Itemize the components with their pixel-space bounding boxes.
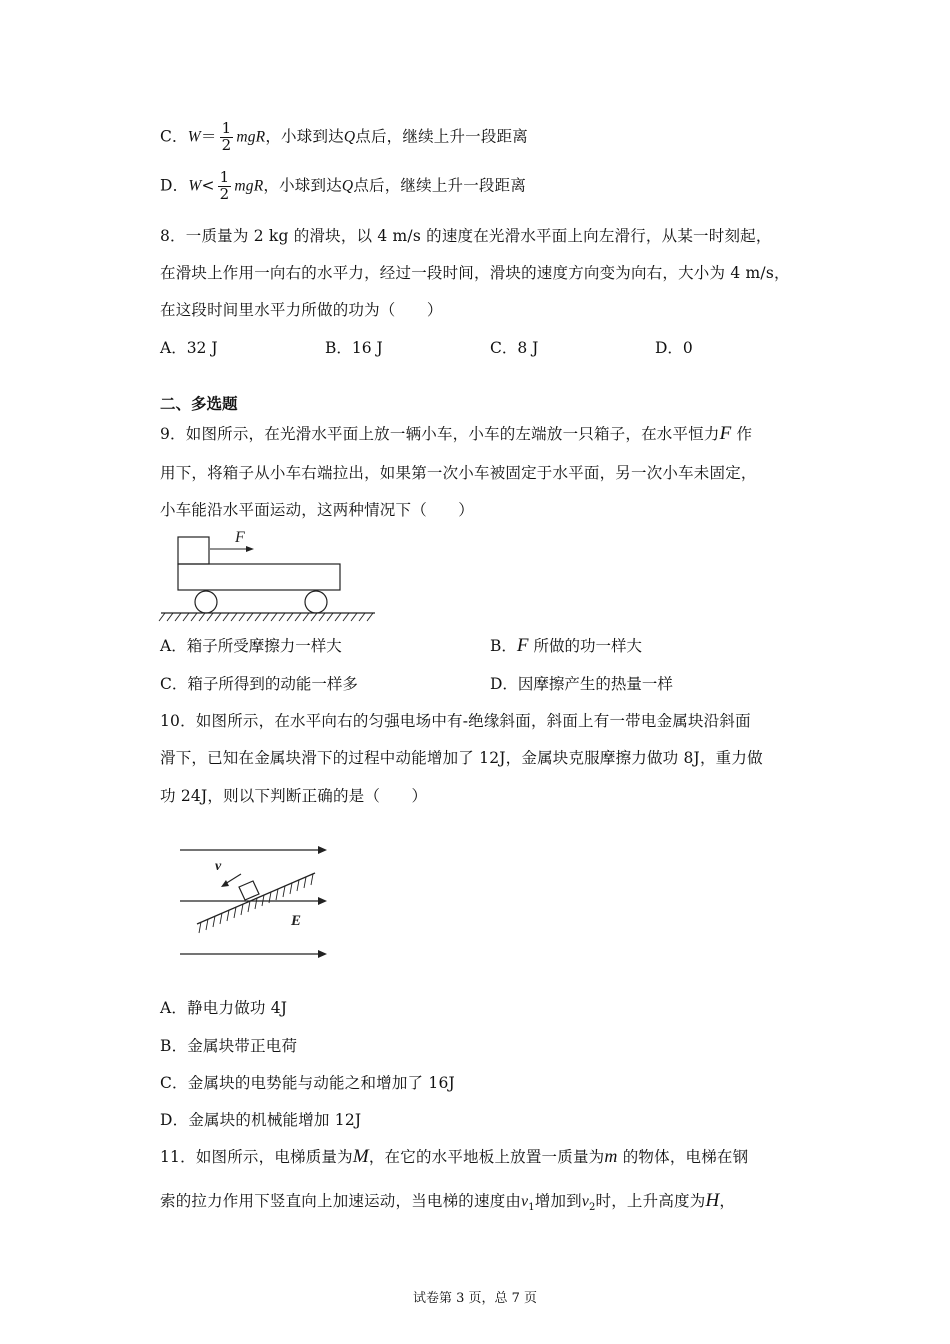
box: [178, 537, 209, 564]
q8-option-c: C．8 J: [490, 339, 539, 357]
q9-line-3: 小车能沿水平面运动，这两种情况下（ ）: [160, 501, 475, 519]
q11-text: 的物体，电梯在钢: [622, 1148, 749, 1166]
denominator: 2: [219, 184, 230, 203]
expression: mgR: [234, 177, 264, 195]
var-w: W: [187, 128, 201, 146]
ground-hatching: [159, 613, 373, 621]
q7-option-c: [160, 121, 528, 154]
field-label: E: [291, 913, 302, 929]
q8-line-2: 在滑块上作用一向右的水平力，经过一段时间，滑块的速度方向变为向右，大小为 4 m/s，: [160, 264, 790, 282]
operator: ＝: [200, 127, 217, 146]
q9-text-tail: 作: [736, 425, 753, 443]
q11-text: 时，上升高度为: [595, 1192, 706, 1210]
q9-option-d: D．因摩擦产生的热量一样: [490, 675, 673, 693]
point-q: Q: [343, 128, 356, 146]
wheel-left: [195, 591, 217, 613]
q9-option-c: C．箱子所得到的动能一样多: [160, 675, 358, 693]
incline-field-diagram: [175, 838, 335, 963]
metal-block: [239, 881, 259, 900]
q10-line-3: 功 24J，则以下判断正确的是（ ）: [160, 787, 428, 805]
page-footer: 试卷第 3 页，总 7 页: [412, 1291, 538, 1306]
fraction: [220, 121, 234, 154]
q11-text: 索的拉力作用下竖直向上加速运动，当电梯的速度由: [160, 1192, 522, 1210]
q10-option-c: C．金属块的电势能与动能之和增加了 16J: [160, 1074, 455, 1092]
q11-text: 11．如图所示，电梯质量为: [160, 1148, 353, 1166]
subscript: 1: [528, 1202, 535, 1214]
section-heading: 二、多选题: [160, 395, 238, 413]
operator: <: [201, 176, 215, 195]
q8-option-a: A．32 J: [160, 339, 218, 357]
option-label: B．: [490, 637, 517, 655]
q10-line-2: 滑下，已知在金属块滑下的过程中动能增加了 12J，金属块克服摩擦力做功 8J，重力做: [160, 749, 763, 767]
q8-option-d: D．0: [655, 339, 693, 357]
field-arrowheads: [318, 846, 327, 958]
q8-line-3: 在这段时间里水平力所做的功为（ ）: [160, 301, 443, 319]
q11-line-1: [160, 1145, 748, 1168]
q10-option-d: D．金属块的机械能增加 12J: [160, 1111, 362, 1129]
denominator: 2: [221, 135, 232, 154]
q10-option-a: A．静电力做功 4J: [160, 999, 288, 1017]
option-text-tail: 点后，继续上升一段距离: [353, 176, 527, 195]
force-symbol: F: [516, 635, 529, 656]
option-label: C．: [160, 127, 188, 146]
numerator: 1: [221, 119, 232, 137]
point-q: Q: [341, 177, 354, 195]
subscript: 2: [588, 1202, 596, 1214]
force-symbol: F: [719, 423, 732, 444]
q9-option-b: [490, 634, 642, 657]
q9-text: 9．如图所示，在光滑水平面上放一辆小车，小车的左端放一只箱子，在水平恒力: [160, 425, 720, 443]
numerator: 1: [219, 168, 230, 186]
cart-body: [178, 564, 340, 590]
velocity-v2: v: [581, 1193, 589, 1210]
option-text-tail: 点后，继续上升一段距离: [355, 127, 528, 146]
velocity-arrowhead: [221, 880, 229, 887]
height-H: H: [705, 1190, 720, 1211]
var-w: W: [188, 177, 202, 195]
q8-option-b: B．16 J: [325, 339, 383, 357]
option-text: ，小球到达: [265, 127, 344, 146]
q11-line-2: [160, 1189, 735, 1213]
option-text: ，小球到达: [263, 176, 342, 195]
force-arrowhead: [246, 546, 254, 552]
expression: mgR: [236, 128, 266, 146]
q11-text: ，在它的水平地板上放置一质量为: [368, 1148, 605, 1166]
mass-M: M: [352, 1146, 369, 1167]
fraction: [218, 170, 232, 203]
mass-m: m: [604, 1146, 618, 1166]
cart-diagram: [155, 525, 380, 625]
q9-line-2: 用下，将箱子从小车右端拉出，如果第一次小车被固定于水平面，另一次小车未固定，: [160, 464, 757, 482]
velocity-label: v: [215, 859, 222, 874]
force-label: F: [235, 529, 245, 546]
velocity-v1: v: [521, 1193, 529, 1210]
q9-option-a: A．箱子所受摩擦力一样大: [160, 637, 342, 655]
option-label: D．: [160, 176, 189, 195]
velocity-arrow: [225, 874, 241, 884]
q11-text: 增加到: [534, 1192, 582, 1210]
q7-option-d: [160, 170, 526, 203]
wheel-right: [305, 591, 327, 613]
q11-text: ，: [719, 1192, 736, 1210]
q8-line-1: 8．一质量为 2 kg 的滑块，以 4 m/s 的速度在光滑水平面上向左滑行，从某一时刻起，: [160, 227, 772, 245]
q10-option-b: B．金属块带正电荷: [160, 1037, 298, 1055]
q10-line-1: 10．如图所示，在水平向右的匀强电场中有-绝缘斜面，斜面上有一带电金属块沿斜面: [160, 712, 751, 730]
q9-line-1: [160, 422, 752, 445]
option-text: 所做的功一样大: [533, 637, 642, 655]
